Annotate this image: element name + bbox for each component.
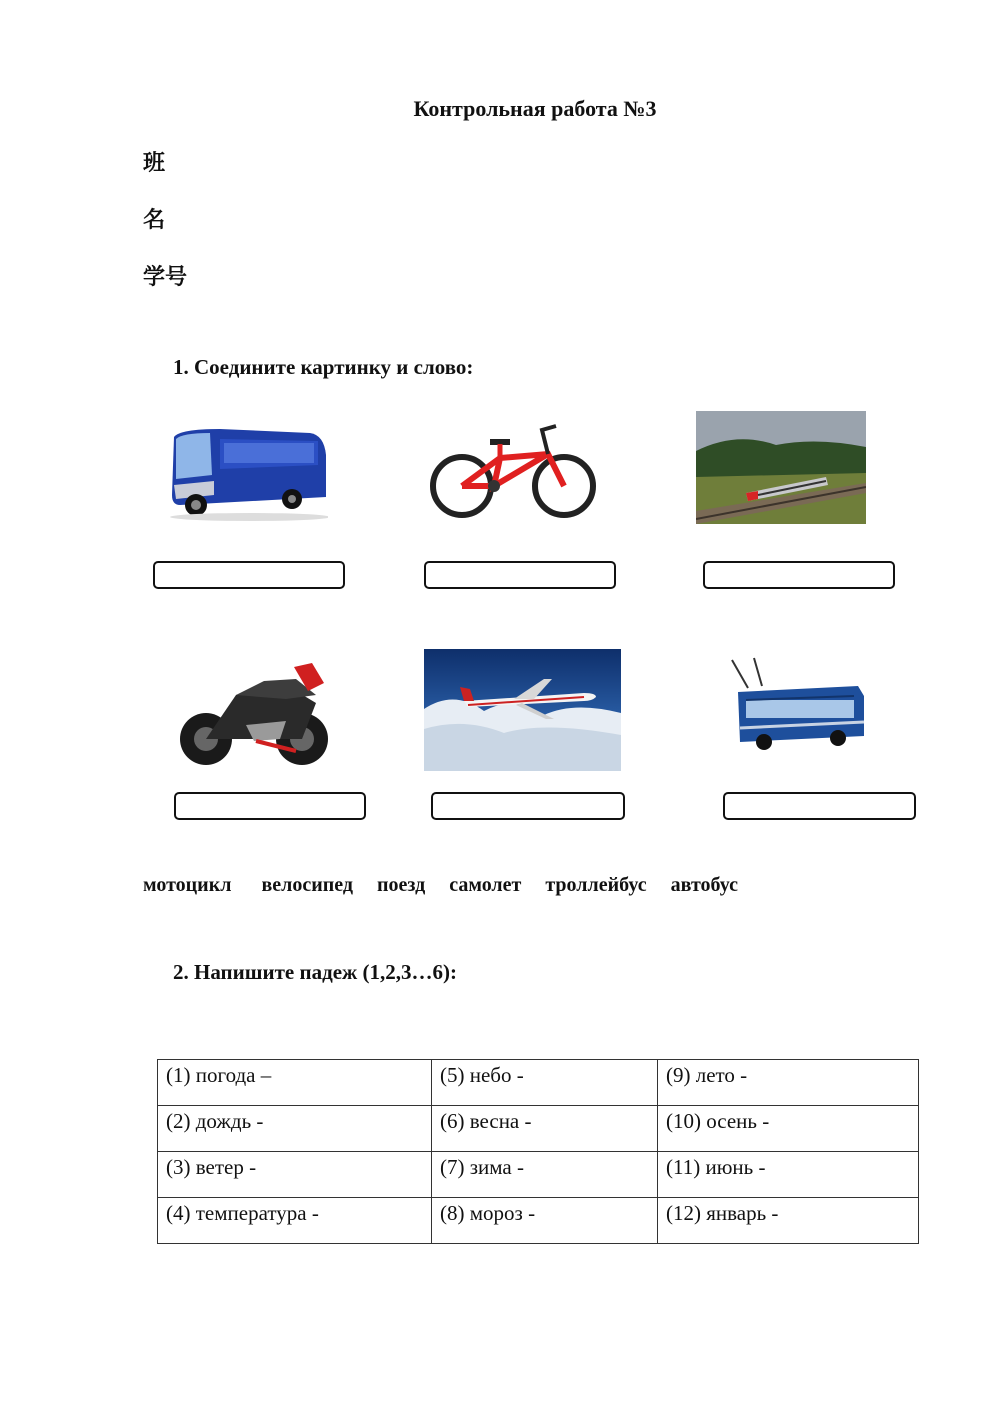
table-row [158,1198,919,1244]
table-cell[interactable]: (7) зима - [432,1152,658,1198]
case-table [157,1059,919,1244]
word-motorcycle[interactable]: мотоцикл [143,874,232,896]
airplane-image [424,649,621,771]
table-cell[interactable]: (10) осень - [658,1106,919,1152]
table-row [158,1152,919,1198]
bicycle-image [430,422,596,522]
answer-box-trolleybus[interactable] [723,792,916,820]
table-cell[interactable]: (9) лето - [658,1060,919,1106]
table-cell[interactable]: (3) ветер - [158,1152,432,1198]
word-bank [143,874,758,897]
table-cell[interactable]: (12) январь - [658,1198,919,1244]
motorcycle-image [176,655,336,775]
task1-heading: 1. Соедините картинку и слово: [173,355,474,379]
table-cell[interactable]: (1) погода – [158,1060,432,1106]
word-trolleybus[interactable]: троллейбус [545,874,647,896]
word-bicycle[interactable]: велосипед [261,874,354,896]
table-row [158,1060,919,1106]
task2-heading: 2. Напишите падеж (1,2,3…6): [173,960,457,984]
answer-box-train[interactable] [703,561,895,589]
word-train[interactable]: поезд [377,874,426,896]
table-cell[interactable]: (4) температура - [158,1198,432,1244]
word-bus[interactable]: автобус [670,874,739,896]
word-airplane[interactable]: самолет [449,874,522,896]
class-label: 班 [143,151,166,176]
table-cell[interactable]: (11) июнь - [658,1152,919,1198]
train-image [696,411,866,524]
table-cell[interactable]: (8) мороз - [432,1198,658,1244]
name-label: 名 [143,208,166,233]
table-cell[interactable]: (5) небо - [432,1060,658,1106]
student-id-label: 学号 [143,265,188,290]
answer-box-bus[interactable] [153,561,345,589]
table-row [158,1106,919,1152]
table-cell[interactable]: (6) весна - [432,1106,658,1152]
bus-image [160,425,328,523]
table-cell[interactable]: (2) дождь - [158,1106,432,1152]
answer-box-bicycle[interactable] [424,561,616,589]
answer-box-airplane[interactable] [431,792,625,820]
answer-box-motorcycle[interactable] [174,792,366,820]
trolleybus-image [728,656,868,768]
page-title: Контрольная работа №3 [413,96,657,121]
